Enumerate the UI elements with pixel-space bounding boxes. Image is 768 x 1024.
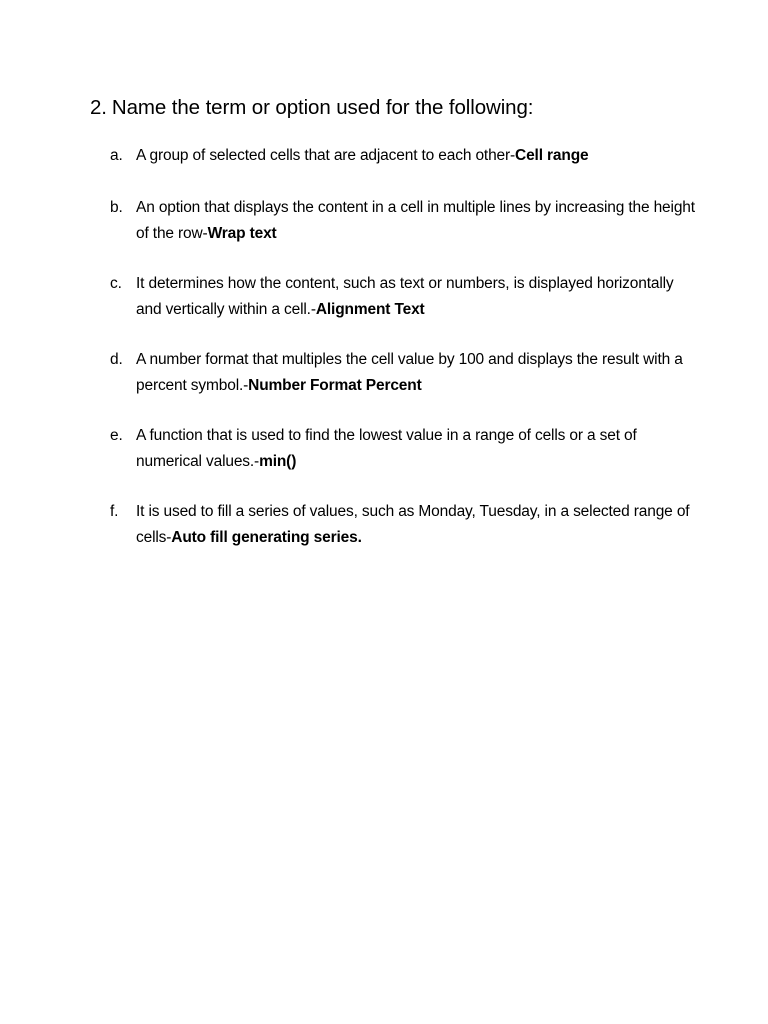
list-item-answer: Wrap text xyxy=(207,224,277,242)
list-item-text: An option that displays the content in a cell in multiple lines by increasing the height of the row- xyxy=(136,199,695,242)
list-item-text: A number format that multiples the cell value by 100 and displays the result with a percent symbol.- xyxy=(136,351,683,394)
list-item-body xyxy=(136,423,700,474)
list-item-body xyxy=(136,143,700,169)
list-item-body xyxy=(136,271,700,322)
list-item-answer: Alignment Text xyxy=(315,300,425,318)
list-item-body xyxy=(136,347,700,398)
list-item-text: It is used to fill a series of values, such as Monday, Tuesday, in a selected range of cells- xyxy=(136,503,690,546)
list-item-text: A function that is used to find the lowest value in a range of cells or a set of numerical values.- xyxy=(136,427,637,470)
list-item-body xyxy=(136,195,700,246)
list-item-marker: d. xyxy=(110,351,123,368)
list-item xyxy=(110,499,700,550)
list-item xyxy=(110,347,700,398)
question-title: Name the term or option used for the following: xyxy=(111,96,534,119)
list-item xyxy=(110,423,700,474)
list-item-body xyxy=(136,499,700,550)
list-item-answer: Cell range xyxy=(515,147,589,164)
question-number: 2. xyxy=(90,96,107,119)
list-item-text: A group of selected cells that are adjacent to each other- xyxy=(136,147,516,164)
list-item-text: It determines how the content, such as text or numbers, is displayed horizontally and vertically within a cell.- xyxy=(136,275,674,318)
list-item-marker: e. xyxy=(110,427,123,444)
list-item-marker: b. xyxy=(110,199,123,216)
list-item-answer: Auto fill generating series. xyxy=(171,528,362,546)
list-item-answer: Number Format Percent xyxy=(248,376,422,394)
list-item-answer: min() xyxy=(259,452,297,470)
list-item-marker: a. xyxy=(110,147,123,164)
list-item xyxy=(110,195,700,246)
list-item-marker: f. xyxy=(110,503,119,520)
list-item xyxy=(110,271,700,322)
list-item-marker: c. xyxy=(110,275,122,292)
list-item xyxy=(110,143,700,169)
question-heading xyxy=(90,94,533,122)
